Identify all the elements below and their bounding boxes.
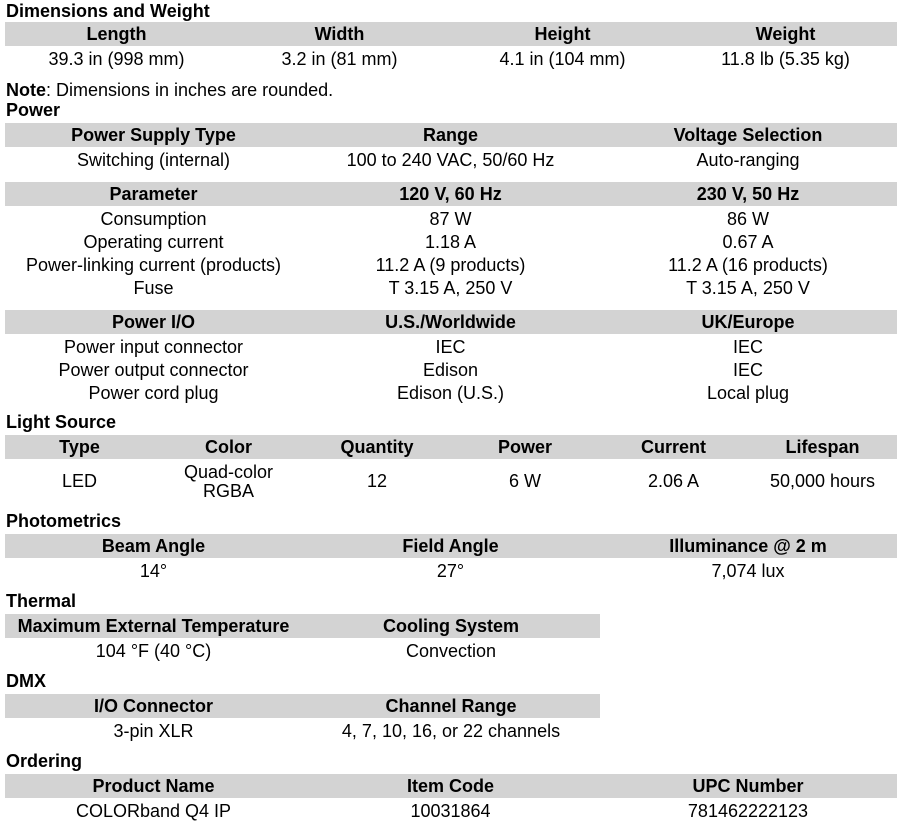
beam-angle-value: 14°	[139, 561, 168, 581]
param-230v-header: 230 V, 50 Hz	[696, 184, 800, 204]
light-source-data-row	[5, 461, 897, 501]
light-source-section-title: Light Source	[6, 412, 117, 432]
param-120v-header: 120 V, 60 Hz	[399, 184, 502, 204]
param-230v-value: 86 W	[726, 209, 769, 229]
table-row	[5, 336, 897, 358]
dimensions-width-value: 3.2 in (81 mm)	[281, 49, 398, 69]
power-parameter-header-row	[5, 182, 897, 206]
us-worldwide-header: U.S./Worldwide	[385, 312, 516, 332]
table-row	[5, 382, 897, 404]
dimensions-note	[6, 80, 333, 100]
light-source-header-row	[5, 435, 897, 459]
power-supply-type-header: Power Supply Type	[71, 125, 236, 145]
dimensions-data-row	[5, 48, 897, 70]
thermal-header-row	[5, 614, 600, 638]
light-type-header: Type	[59, 437, 100, 457]
dimensions-length-value: 39.3 in (998 mm)	[48, 49, 185, 69]
upc-number-header: UPC Number	[692, 776, 804, 796]
parameter-header: Parameter	[109, 184, 198, 204]
io-uk-value: Local plug	[706, 383, 790, 403]
light-current-value: 2.06 A	[647, 471, 700, 491]
power-section-title: Power	[6, 100, 61, 120]
beam-angle-header: Beam Angle	[101, 536, 206, 556]
io-uk-value: IEC	[732, 337, 763, 357]
param-230v-value: 0.67 A	[722, 232, 774, 252]
power-io-header: Power I/O	[111, 312, 196, 332]
dimensions-height-value: 4.1 in (104 mm)	[499, 49, 626, 69]
power-range-header: Range	[422, 125, 478, 145]
field-angle-header: Field Angle	[402, 536, 499, 556]
cooling-system-value: Convection	[405, 641, 497, 661]
channel-range-value: 4, 7, 10, 16, or 22 channels	[341, 721, 561, 741]
param-120v-value: 87 W	[429, 209, 472, 229]
ordering-header-row	[5, 774, 897, 798]
io-us-value: Edison (U.S.)	[396, 383, 505, 403]
thermal-data-row	[5, 640, 600, 662]
power-io-header-row	[5, 310, 897, 334]
max-temp-value: 104 °F (40 °C)	[95, 641, 212, 661]
light-color-header: Color	[205, 437, 252, 457]
dimensions-header-row	[5, 22, 897, 46]
table-row	[5, 277, 897, 299]
photometrics-section-title: Photometrics	[6, 511, 122, 531]
light-quantity-value: 12	[366, 471, 388, 491]
dmx-section-title: DMX	[6, 671, 46, 691]
upc-number-value: 781462222123	[687, 801, 809, 821]
light-lifespan-value: 50,000 hours	[769, 471, 876, 491]
param-230v-value: 11.2 A (16 products)	[668, 255, 828, 275]
io-us-value: IEC	[435, 337, 466, 357]
param-label: Power-linking current (products)	[25, 255, 282, 275]
photometrics-header-row	[5, 534, 897, 558]
light-quantity-header: Quantity	[340, 437, 414, 457]
photometrics-data-row	[5, 560, 897, 582]
param-label: Operating current	[83, 232, 224, 252]
param-label: Consumption	[100, 209, 207, 229]
dimensions-header-weight: Weight	[755, 24, 816, 44]
io-label: Power cord plug	[88, 383, 219, 403]
light-current-header: Current	[640, 437, 706, 457]
thermal-section-title: Thermal	[6, 591, 77, 611]
power-range-value: 100 to 240 VAC, 50/60 Hz	[346, 150, 555, 170]
io-us-value: Edison	[422, 360, 479, 380]
dimensions-header-height: Height	[534, 24, 591, 44]
illuminance-value: 7,074 lux	[711, 561, 785, 581]
param-120v-value: T 3.15 A, 250 V	[388, 278, 513, 298]
note-text: : Dimensions in inches are rounded.	[46, 80, 334, 100]
dimensions-weight-value: 11.8 lb (5.35 kg)	[721, 49, 850, 69]
param-230v-value: T 3.15 A, 250 V	[686, 278, 810, 298]
dimensions-section-title: Dimensions and Weight	[6, 1, 210, 21]
param-label: Fuse	[133, 278, 174, 298]
voltage-selection-header: Voltage Selection	[673, 125, 823, 145]
table-row	[5, 231, 897, 253]
table-row	[5, 254, 897, 276]
table-row	[5, 359, 897, 381]
param-120v-value: 11.2 A (9 products)	[375, 255, 526, 275]
power-supply-type-value: Switching (internal)	[76, 150, 231, 170]
param-120v-value: 1.18 A	[424, 232, 477, 252]
io-connector-header: I/O Connector	[93, 696, 213, 716]
io-uk-value: IEC	[732, 360, 763, 380]
cooling-system-header: Cooling System	[382, 616, 520, 636]
item-code-value: 10031864	[410, 801, 491, 821]
dmx-data-row	[5, 720, 600, 742]
io-connector-value: 3-pin XLR	[113, 721, 194, 741]
voltage-selection-value: Auto-ranging	[696, 150, 800, 170]
dimensions-header-width: Width	[314, 24, 365, 44]
illuminance-header: Illuminance @ 2 m	[669, 536, 827, 556]
product-name-value: COLORband Q4 IP	[75, 801, 232, 821]
light-power-header: Power	[497, 437, 553, 457]
light-color-line1: Quad-color	[183, 462, 274, 482]
ordering-data-row	[5, 800, 897, 822]
note-label: Note	[6, 80, 46, 100]
product-name-header: Product Name	[92, 776, 215, 796]
dmx-header-row	[5, 694, 600, 718]
dimensions-header-length: Length	[86, 24, 147, 44]
light-type-value: LED	[61, 471, 97, 491]
light-color-line2: RGBA	[202, 481, 254, 501]
light-lifespan-header: Lifespan	[785, 437, 860, 457]
table-row	[5, 208, 897, 230]
light-power-value: 6 W	[508, 471, 541, 491]
max-temp-header: Maximum External Temperature	[17, 616, 290, 636]
power-supply-header-row	[5, 123, 897, 147]
io-label: Power output connector	[58, 360, 249, 380]
uk-europe-header: UK/Europe	[701, 312, 795, 332]
io-label: Power input connector	[63, 337, 244, 357]
field-angle-value: 27°	[436, 561, 465, 581]
item-code-header: Item Code	[406, 776, 494, 796]
power-supply-data-row	[5, 149, 897, 171]
channel-range-header: Channel Range	[385, 696, 517, 716]
ordering-section-title: Ordering	[6, 751, 83, 771]
